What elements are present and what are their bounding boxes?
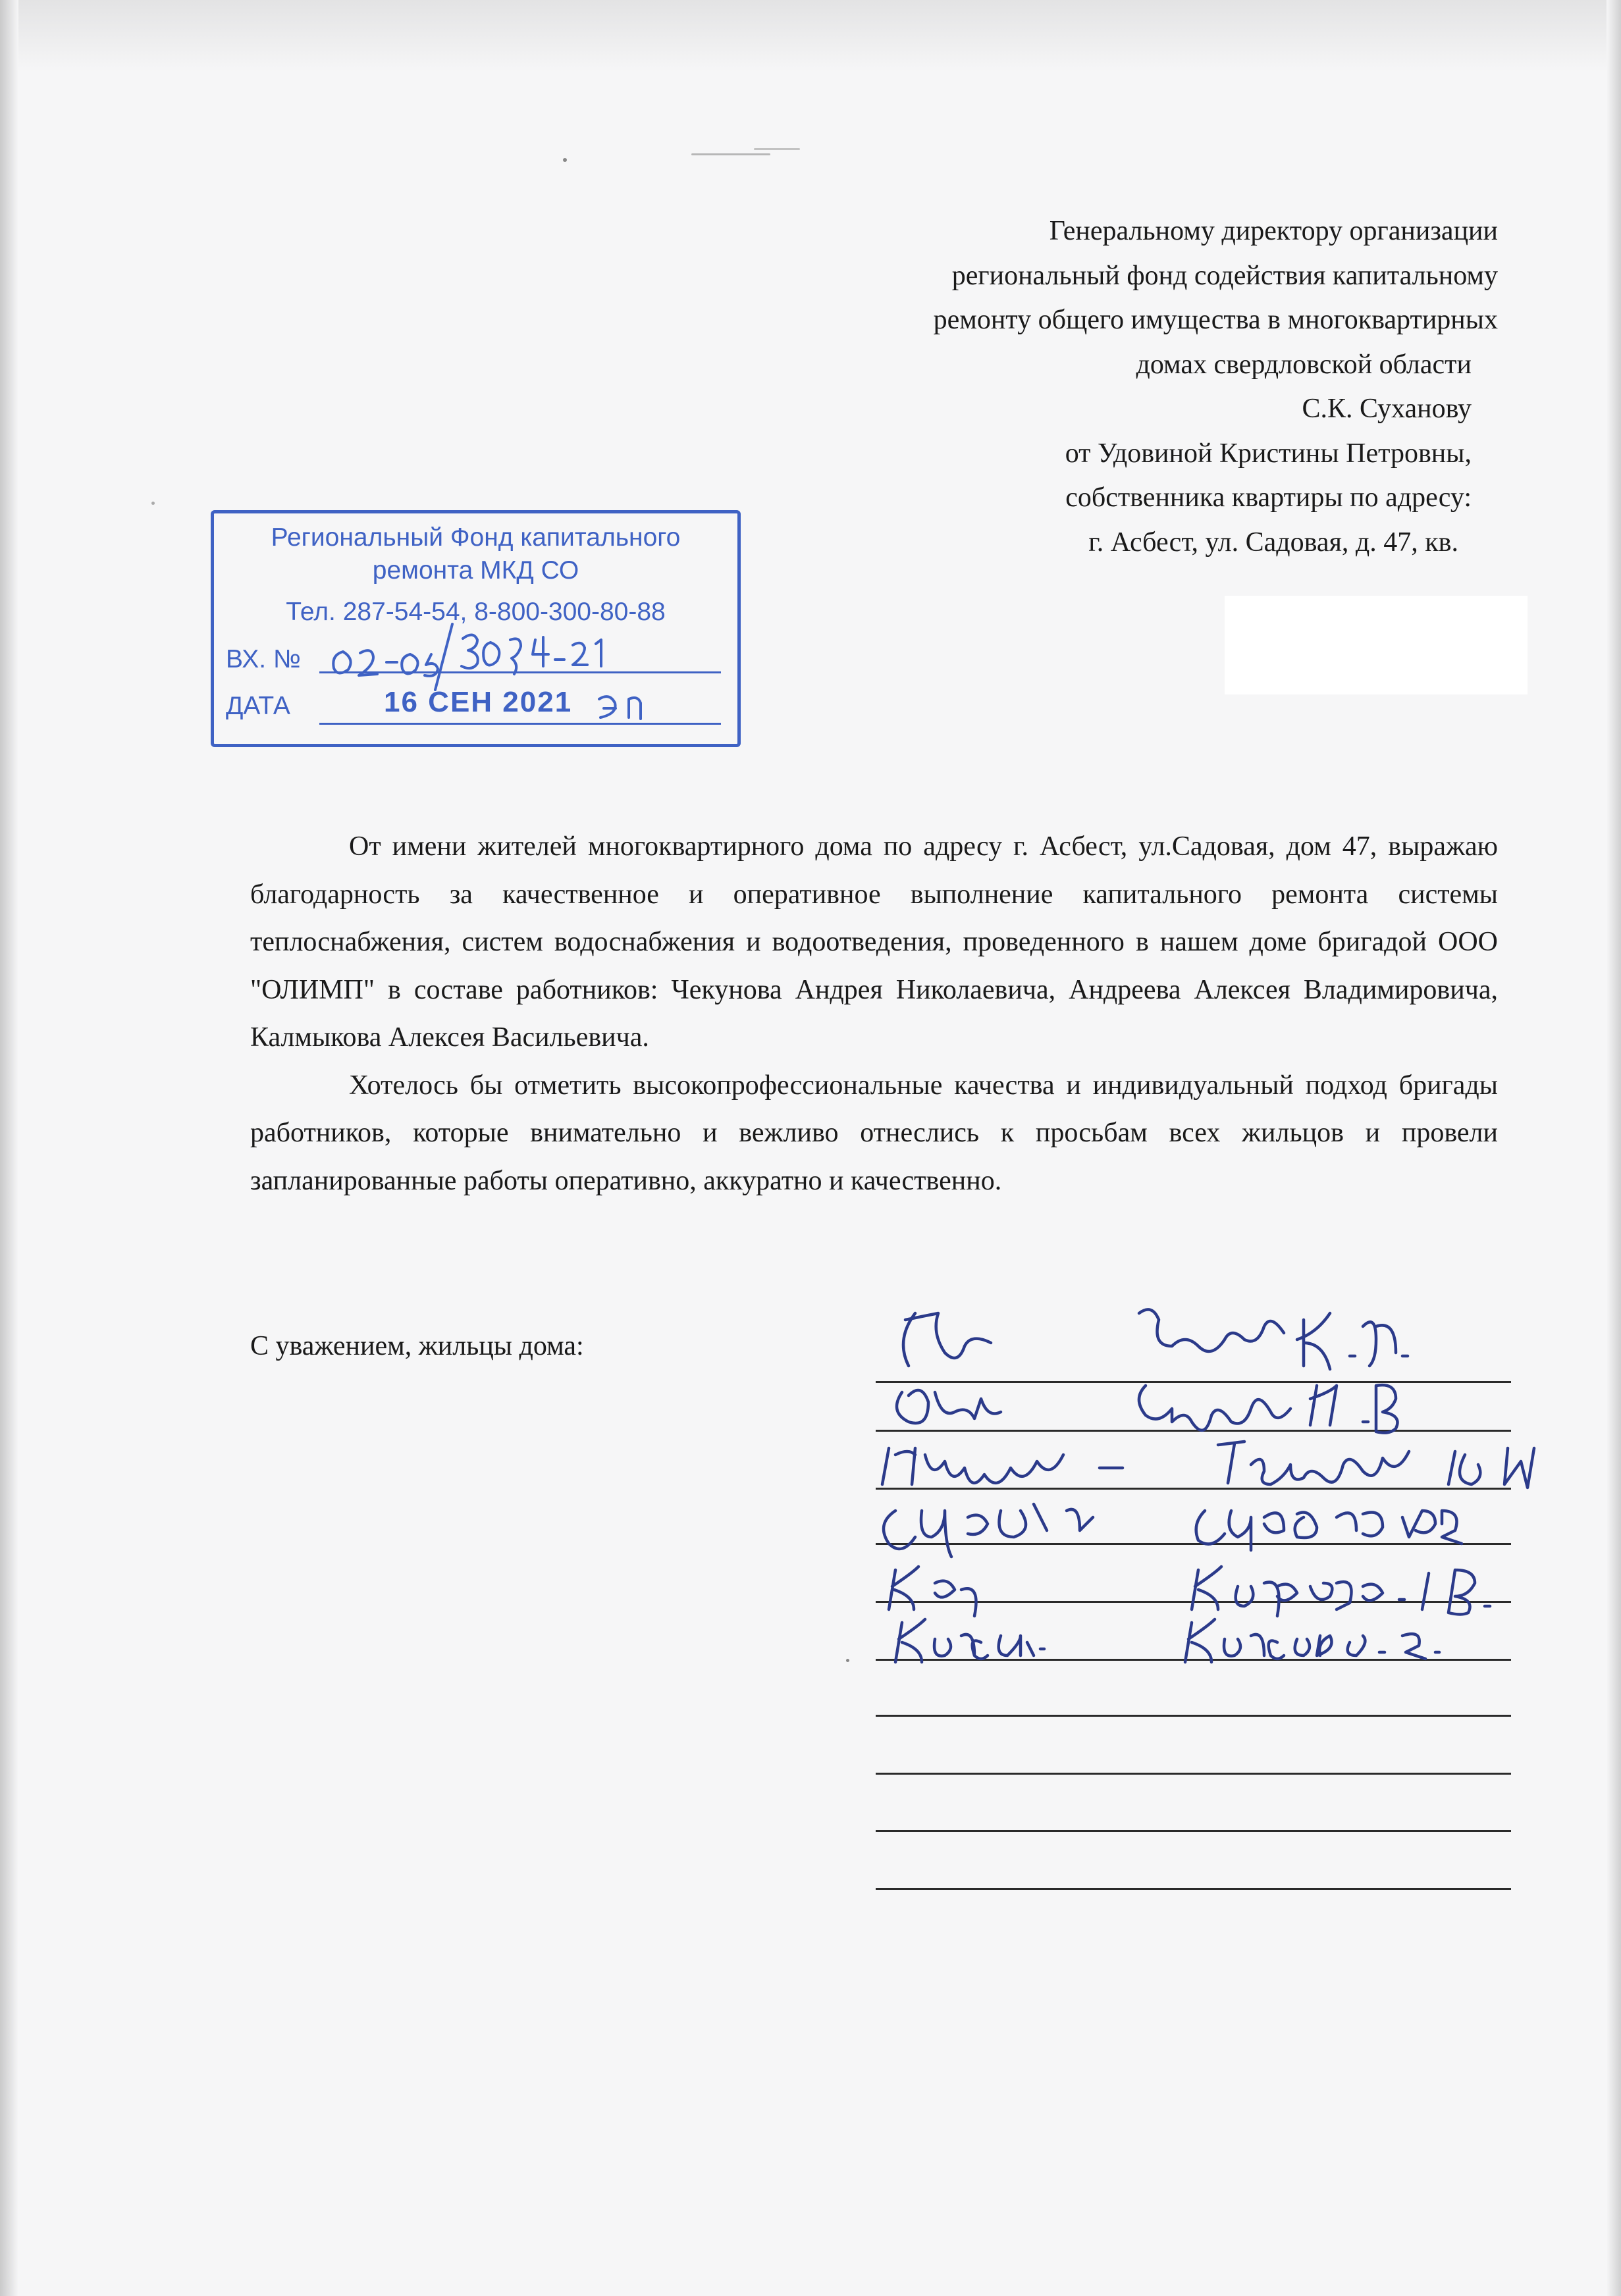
scan-speck <box>846 1659 849 1662</box>
signature-line <box>876 1715 1511 1717</box>
sender-address: г. Асбест, ул. Садовая, д. 47, кв. <box>1088 527 1458 558</box>
signature-4 <box>884 1504 1462 1557</box>
signature-2 <box>897 1385 1398 1433</box>
stamp-incoming-label: ВХ. № <box>226 645 301 673</box>
addressee-recipient-name: С.К. Суханову <box>1302 394 1472 424</box>
scan-speck <box>754 148 800 150</box>
signature-6 <box>895 1619 1439 1662</box>
signature-line <box>876 1830 1511 1832</box>
sender-name: от Удовиной Кристины Петровны, <box>1065 438 1472 469</box>
stamp-date-value: 16 СЕН 2021 <box>384 686 573 718</box>
signature-3 <box>882 1442 1534 1488</box>
signature-5 <box>889 1567 1490 1616</box>
scan-speck <box>563 158 567 162</box>
stamp-org-line2: ремонта МКД СО <box>372 556 579 585</box>
addressee-line: домах свердловской области <box>1136 349 1472 380</box>
stamp-date-label: ДАТА <box>226 692 290 720</box>
addressee-line: региональный фонд содействия капитальному <box>951 260 1498 291</box>
body-paragraph-1: От имени жителей многоквартирного дома по адресу г. Асбест, ул.Садовая, дом 47, выражаю благодарность за качественное и оперативное выполнение капитального ремонта системы теплоснабжения, систем водоснабжения и водоотведения, проведенного в нашем доме бригадой ООО "ОЛИМП" в составе работников: Чекунова Андрея Николаевича, Андреева Алексея Владимировича, Калмыкова Алексея Васильевича. <box>250 831 1498 1053</box>
addressee-line: Генеральному директору организации <box>1049 216 1498 246</box>
signature-line <box>876 1773 1511 1775</box>
scan-speck <box>151 502 155 505</box>
resident-signatures <box>876 1293 1607 1688</box>
closing-line: С уважением, жильцы дома: <box>250 1331 584 1361</box>
stamp-org-line1: Региональный Фонд капитального <box>271 523 681 552</box>
stamp-phones: Тел. 287-54-54, 8-800-300-80-88 <box>286 598 666 626</box>
addressee-line: ремонту общего имущества в многоквартирных <box>933 305 1498 335</box>
signature-line <box>876 1888 1511 1890</box>
scan-speck <box>691 153 770 155</box>
sender-description: собственника квартиры по адресу: <box>1065 483 1472 513</box>
signature-1 <box>903 1309 1408 1369</box>
body-paragraph-2: Хотелось бы отметить высокопрофессиональные качества и индивидуальный подход бригады работников, которые внимательно и вежливо отнеслись к просьбам всех жильцов и провели запланированные работы оперативно, аккуратно и качественно. <box>250 1070 1498 1196</box>
